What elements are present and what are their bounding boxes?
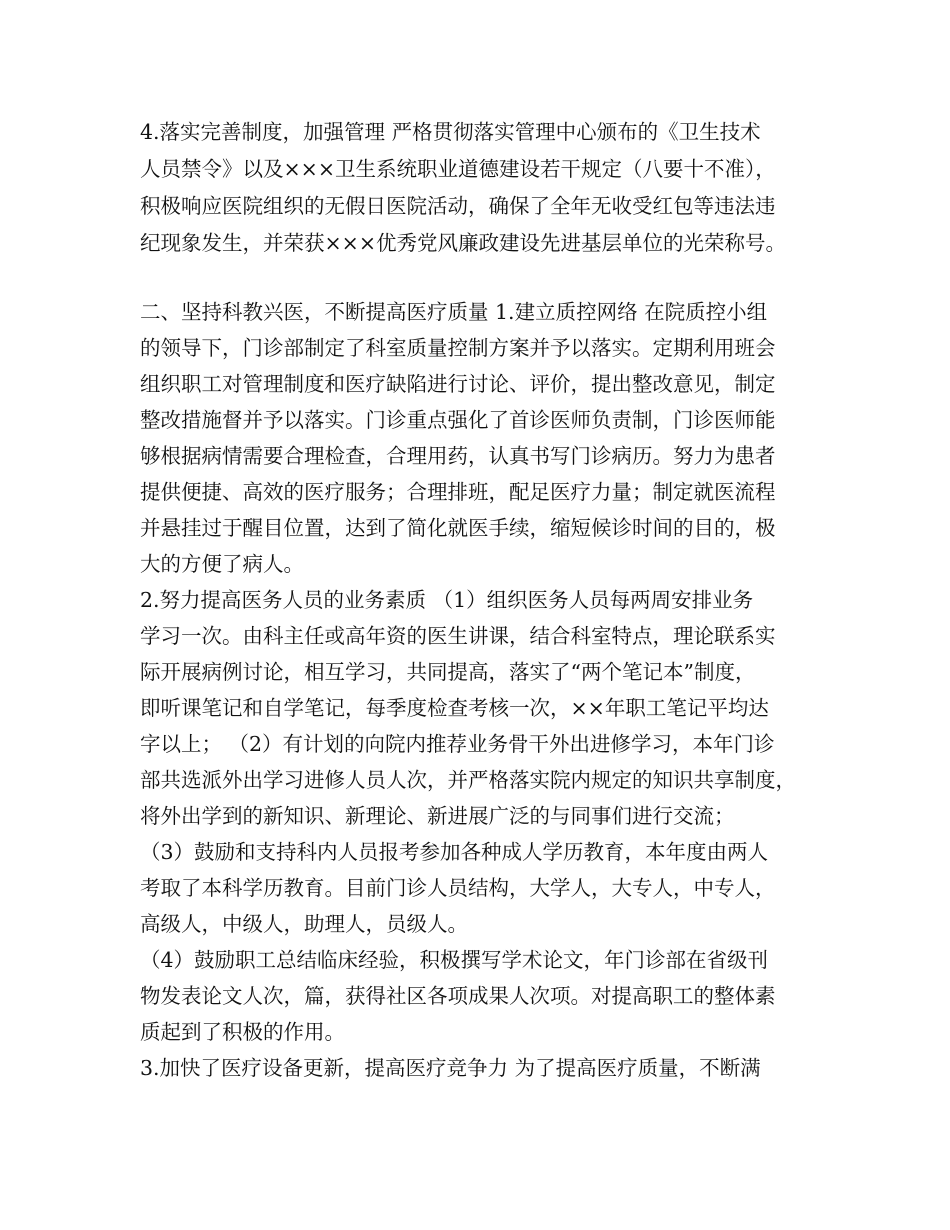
paragraph-3-line-4: 即听课笔记和自学笔记，每季度检查考核一次，××年职工笔记平均达 [140,696,769,720]
paragraph-2-line-8: 大的方便了病人。 [140,552,304,576]
paragraph-2-line-2: 的领导下，门诊部制定了科室质量控制方案并予以落实。定期利用班会 [140,336,776,360]
paragraph-1-line-3: 积极响应医院组织的无假日医院活动，确保了全年无收受红包等违法违 [140,194,776,218]
paragraph-2-line-3: 组织职工对管理制度和医疗缺陷进行讨论、评价，提出整改意见，制定 [140,372,776,396]
paragraph-4-line-2: 考取了本科学历教育。目前门诊人员结构，大学人，大专人，中专人， [140,876,776,900]
paragraph-5-line-2: 物发表论文人次，篇，获得社区各项成果人次项。对提高职工的整体素 [140,984,776,1008]
paragraph-4-line-1: （3）鼓励和支持科内人员报考参加各种成人学历教育，本年度由两人 [140,840,769,864]
paragraph-1-line-1: 4.落实完善制度，加强管理 严格贯彻落实管理中心颁布的《卫生技术 [140,120,761,144]
paragraph-2-line-4: 整改措施督并予以落实。门诊重点强化了首诊医师负责制，门诊医师能 [140,408,776,432]
paragraph-5-line-3: 质起到了积极的作用。 [140,1020,345,1044]
paragraph-2-line-5: 够根据病情需要合理检查，合理用药，认真书写门诊病历。努力为患者 [140,444,776,468]
paragraph-1-line-2: 人员禁令》以及×××卫生系统职业道德建设若干规定（八要十不准）， [140,157,776,181]
paragraph-6-line-1: 3.加快了医疗设备更新，提高医疗竞争力 为了提高医疗质量，不断满 [140,1056,761,1080]
paragraph-4-line-3: 高级人，中级人，助理人，员级人。 [140,912,468,936]
paragraph-3-line-6: 部共选派外出学习进修人员人次，并严格落实院内规定的知识共享制度， [140,768,796,792]
paragraph-2-line-6: 提供便捷、高效的医疗服务；合理排班，配足医疗力量；制定就医流程 [140,480,776,504]
paragraph-5-line-1: （4）鼓励职工总结临床经验，积极撰写学术论文，年门诊部在省级刊 [140,948,769,972]
paragraph-2-line-1: 二、坚持科教兴医，不断提高医疗质量 1.建立质控网络 在院质控小组 [140,300,768,324]
paragraph-3-line-2: 学习一次。由科主任或高年资的医生讲课，结合科室特点，理论联系实 [140,624,776,648]
paragraph-3-line-7: 将外出学到的新知识、新理论、新进展广泛的与同事们进行交流； [140,804,735,828]
paragraph-3-line-5: 字以上； （2）有计划的向院内推荐业务骨干外出进修学习，本年门诊 [140,732,775,756]
paragraph-1-line-4: 纪现象发生，并荣获×××优秀党风廉政建设先进基层单位的光荣称号。 [140,231,787,255]
paragraph-3-line-1: 2.努力提高医务人员的业务素质 （1）组织医务人员每两周安排业务 [140,588,754,612]
paragraph-3-line-3: 际开展病例讨论，相互学习，共同提高，落实了“两个笔记本”制度， [140,660,756,684]
paragraph-2-line-7: 并悬挂过于醒目位置，达到了简化就医手续，缩短候诊时间的目的，极 [140,516,776,540]
